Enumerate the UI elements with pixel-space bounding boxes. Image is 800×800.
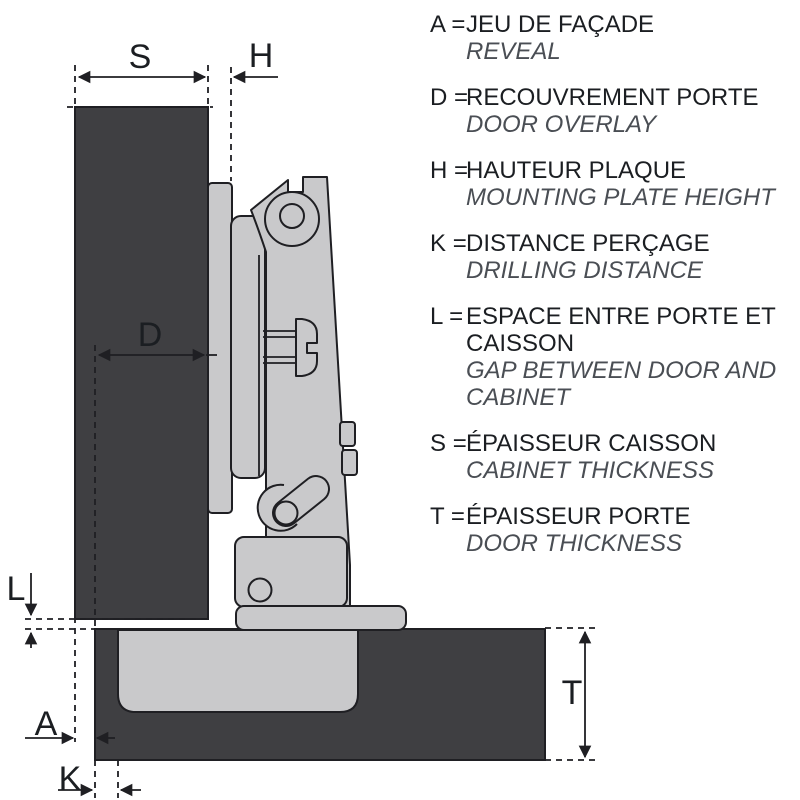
dimension-label-a: A bbox=[34, 705, 58, 743]
legend-term-fr: ÉPAISSEUR CAISSON bbox=[466, 430, 717, 457]
legend-term-en: REVEAL bbox=[466, 38, 561, 65]
legend-term-en: GAP BETWEEN DOOR AND CABINET bbox=[466, 357, 777, 411]
legend-term-en: DRILLING DISTANCE bbox=[466, 257, 703, 284]
legend-letter-text: L bbox=[430, 303, 443, 330]
equals-sign: = bbox=[451, 11, 466, 38]
legend-letter-text: S bbox=[430, 430, 447, 457]
legend bbox=[430, 11, 778, 576]
dimension-label-h: H bbox=[248, 37, 274, 75]
legend-letter bbox=[430, 157, 469, 211]
legend-entry-t bbox=[430, 503, 778, 557]
legend-term-fr: ESPACE ENTRE PORTE ET CAISSON bbox=[466, 303, 776, 357]
legend-definition bbox=[466, 503, 778, 557]
legend-definition bbox=[466, 430, 778, 484]
legend-letter bbox=[430, 303, 466, 411]
legend-letter-text: D bbox=[430, 84, 448, 111]
legend-term-fr: JEU DE FAÇADE bbox=[466, 11, 655, 38]
equals-sign: = bbox=[449, 303, 464, 330]
legend-term-fr: HAUTEUR PLAQUE bbox=[466, 157, 687, 184]
legend-definition bbox=[466, 84, 778, 138]
legend-entry-k bbox=[430, 230, 778, 284]
legend-term-en: DOOR THICKNESS bbox=[466, 530, 683, 557]
legend-letter-text: A bbox=[430, 11, 445, 38]
legend-term-en: DOOR OVERLAY bbox=[466, 111, 657, 138]
legend-term-fr: DISTANCE PERÇAGE bbox=[466, 230, 710, 257]
cabinet-side-panel bbox=[75, 107, 208, 619]
arm-tab-upper bbox=[340, 422, 355, 446]
hinge-cup-in-door bbox=[118, 630, 358, 712]
legend-definition bbox=[466, 230, 778, 284]
legend-term-en: MOUNTING PLATE HEIGHT bbox=[466, 184, 775, 211]
legend-entry-d bbox=[430, 84, 778, 138]
cam-adjuster-pin bbox=[280, 204, 304, 228]
equals-sign: = bbox=[452, 430, 467, 457]
legend-letter-text: H bbox=[430, 157, 448, 184]
legend-entry-h bbox=[430, 157, 778, 211]
legend-letter bbox=[430, 84, 469, 138]
equals-sign: = bbox=[452, 230, 467, 257]
legend-letter-text: T bbox=[430, 503, 445, 530]
legend-definition bbox=[466, 303, 778, 411]
cup-screw-hole bbox=[249, 579, 272, 602]
legend-entry-l bbox=[430, 303, 778, 411]
arm-tab-lower bbox=[342, 450, 357, 475]
cup-flange bbox=[236, 606, 406, 630]
legend-letter bbox=[430, 11, 466, 65]
legend-term-fr: ÉPAISSEUR PORTE bbox=[466, 503, 691, 530]
equals-sign: = bbox=[454, 84, 469, 111]
legend-letter-text: K bbox=[430, 230, 447, 257]
dimension-label-t: T bbox=[561, 674, 583, 712]
legend-entry-s bbox=[430, 430, 778, 484]
dimension-label-k: K bbox=[58, 760, 82, 798]
legend-term-en: CABINET THICKNESS bbox=[466, 457, 715, 484]
legend-letter bbox=[430, 503, 466, 557]
legend-definition bbox=[466, 11, 778, 65]
mounting-plate bbox=[208, 183, 232, 513]
pivot-pin bbox=[275, 502, 298, 525]
equals-sign: = bbox=[450, 503, 465, 530]
legend-term-fr: RECOUVREMENT PORTE bbox=[466, 84, 759, 111]
dimension-label-l: L bbox=[6, 570, 26, 608]
legend-definition bbox=[466, 157, 778, 211]
dimension-label-s: S bbox=[128, 38, 152, 76]
equals-sign: = bbox=[454, 157, 469, 184]
legend-entry-a bbox=[430, 11, 778, 65]
dimension-label-d: D bbox=[137, 316, 163, 354]
legend-letter bbox=[430, 430, 466, 484]
legend-letter bbox=[430, 230, 466, 284]
